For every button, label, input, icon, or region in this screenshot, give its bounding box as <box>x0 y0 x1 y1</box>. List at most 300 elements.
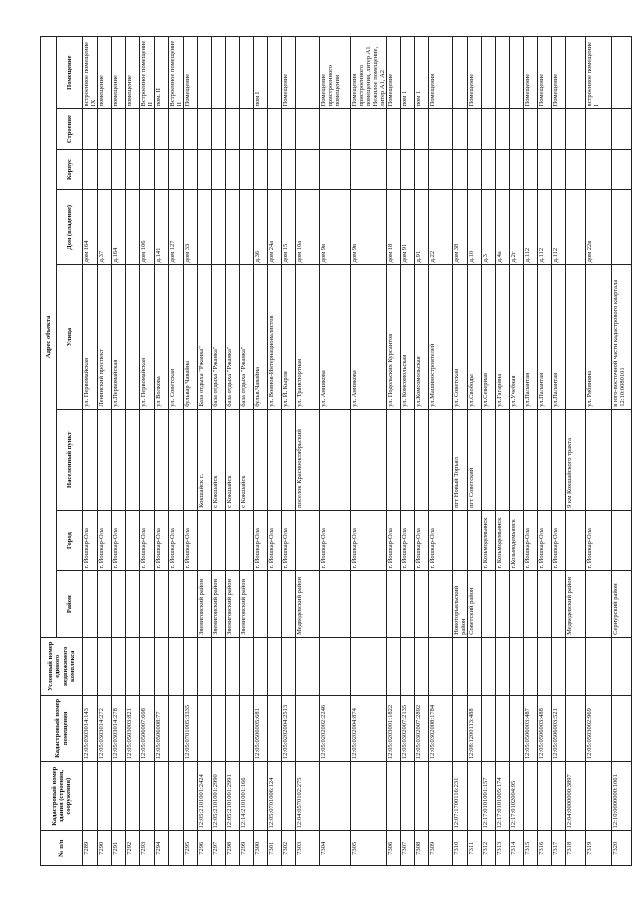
row-number-cell: 7312 <box>482 831 496 866</box>
stroenie-cell <box>453 109 468 149</box>
house-cell: дом 24а <box>268 190 282 265</box>
district-cell <box>83 571 98 637</box>
house-cell: дом 164 <box>83 190 98 265</box>
building-cadastral-number-cell <box>401 762 415 831</box>
city-cell <box>126 510 140 571</box>
pomeshenie-cell: Помещение <box>387 37 401 109</box>
stroenie-cell <box>538 109 552 149</box>
row-number-cell: 7293 <box>140 831 155 866</box>
city-cell <box>198 510 212 571</box>
district-cell: Звениговский район <box>212 571 226 637</box>
table-row <box>468 37 482 866</box>
district-cell <box>496 571 510 637</box>
building-cadastral-number-cell <box>112 762 126 831</box>
conditional-number-cell <box>184 637 198 695</box>
table-row <box>453 37 468 866</box>
settlement-cell <box>351 409 387 510</box>
district-cell <box>482 571 496 637</box>
korpus-cell <box>112 149 126 189</box>
row-number-cell: 7290 <box>98 831 112 866</box>
premises-cadastral-number-cell: 12:05:0202004:874 <box>351 695 387 761</box>
street-cell: ул.Первомайская <box>112 265 126 409</box>
building-cadastral-number-cell <box>320 762 351 831</box>
settlement-cell <box>387 409 401 510</box>
district-cell <box>184 571 198 637</box>
pomeshenie-cell: Встроенное помещение II <box>140 37 155 109</box>
table-row <box>538 37 552 866</box>
district-cell <box>429 571 453 637</box>
building-cadastral-number-cell <box>586 762 612 831</box>
city-cell: г. Йошкар-Ола <box>552 510 566 571</box>
pomeshenie-cell: Помещения <box>429 37 453 109</box>
premises-cadastral-number-cell <box>496 695 510 761</box>
premises-cadastral-number-cell <box>212 695 226 761</box>
building-cadastral-number-cell <box>524 762 538 831</box>
pomeshenie-cell: пом. II <box>155 37 169 109</box>
street-cell: Ленинский проспект <box>98 265 112 409</box>
row-number-cell: 7308 <box>415 831 429 866</box>
korpus-cell <box>226 149 240 189</box>
korpus-cell <box>552 149 566 189</box>
premises-cadastral-number-cell <box>453 695 468 761</box>
building-cadastral-number-cell <box>98 762 112 831</box>
table-row <box>98 37 112 866</box>
header-house: Дом (владение) <box>57 190 83 265</box>
korpus-cell <box>566 149 586 189</box>
table-row <box>226 37 240 866</box>
street-cell: в юго-восточной части кадастрового квартала 12:10:0080101 <box>612 265 632 409</box>
building-cadastral-number-cell: 12:10:0000000:1061 <box>612 762 632 831</box>
korpus-cell <box>296 149 320 189</box>
conditional-number-cell <box>524 637 538 695</box>
district-cell <box>351 571 387 637</box>
stroenie-cell <box>387 109 401 149</box>
pomeshenie-cell: помещение <box>126 37 140 109</box>
conditional-number-cell <box>226 637 240 695</box>
street-cell: бульвар Чавайна <box>184 265 198 409</box>
house-cell: д.91 <box>415 190 429 265</box>
street-cell: ул. Анникова <box>320 265 351 409</box>
settlement-cell <box>586 409 612 510</box>
conditional-number-cell <box>351 637 387 695</box>
building-cadastral-number-cell: 12:17:0101005:174 <box>496 762 510 831</box>
header-num: № п/п <box>41 831 83 866</box>
building-cadastral-number-cell: 12:04:0570102:275 <box>296 762 320 831</box>
building-cadastral-number-cell: 12:04:0000000:3897 <box>566 762 586 831</box>
settlement-cell: пгт Советский <box>468 409 482 510</box>
house-cell <box>126 190 140 265</box>
city-cell: г. Йошкар-Ола <box>415 510 429 571</box>
city-cell: г. Козьмодемьянск <box>482 510 496 571</box>
conditional-number-cell <box>126 637 140 695</box>
pomeshenie-cell: Помещения пристроенного помещения, литер А1 Нежилое помещение, литер А1, А2 <box>351 37 387 109</box>
house-cell: дом 18 <box>387 190 401 265</box>
city-cell: г. Йошкар-Ола <box>401 510 415 571</box>
row-number-cell: 7314 <box>510 831 524 866</box>
house-cell: дом 9в <box>320 190 351 265</box>
street-cell: ул. Советская <box>169 265 184 409</box>
row-number-cell <box>169 831 184 866</box>
table-row <box>155 37 169 866</box>
table-row <box>140 37 155 866</box>
street-cell: ул. Воинов-Интернационалистов <box>268 265 282 409</box>
table-row <box>282 37 296 866</box>
street-cell: База отдыха "Ржанка" <box>198 265 212 409</box>
building-cadastral-number-cell <box>155 762 169 831</box>
stroenie-cell <box>83 109 98 149</box>
premises-cadastral-number-cell: 12:05:0701005:3335 <box>184 695 198 761</box>
stroenie-cell <box>296 109 320 149</box>
house-cell <box>612 190 632 265</box>
pomeshenie-cell: Встроенное помещение II <box>169 37 184 109</box>
district-cell <box>538 571 552 637</box>
house-cell: д.2г <box>510 190 524 265</box>
house-cell: д.4а <box>496 190 510 265</box>
table-row <box>296 37 320 866</box>
city-cell <box>212 510 226 571</box>
row-number-cell: 7319 <box>586 831 612 866</box>
premises-cadastral-number-cell: 12:05:0503002:969 <box>586 695 612 761</box>
settlement-cell <box>524 409 538 510</box>
stroenie-cell <box>496 109 510 149</box>
table-row <box>566 37 586 866</box>
row-number-cell: 7289 <box>83 831 98 866</box>
house-cell: дом 22в <box>586 190 612 265</box>
row-number-cell: 7299 <box>240 831 254 866</box>
korpus-cell <box>429 149 453 189</box>
premises-cadastral-number-cell <box>510 695 524 761</box>
building-cadastral-number-cell: 12:17:0102004:95 <box>510 762 524 831</box>
city-cell: г. Йошкар-Ола <box>387 510 401 571</box>
stroenie-cell <box>226 109 240 149</box>
conditional-number-cell <box>212 637 226 695</box>
premises-cadastral-number-cell: 12:05:0506008:77 <box>155 695 169 761</box>
row-number-cell: 7295 <box>184 831 198 866</box>
row-number-cell: 7318 <box>566 831 586 866</box>
house-cell: д.37 <box>98 190 112 265</box>
header-city: Город <box>57 510 83 571</box>
conditional-number-cell <box>538 637 552 695</box>
settlement-cell <box>140 409 155 510</box>
district-cell <box>415 571 429 637</box>
settlement-cell <box>268 409 282 510</box>
house-cell <box>212 190 226 265</box>
street-cell: ул Волкова <box>155 265 169 409</box>
pomeshenie-cell: пом I <box>254 37 268 109</box>
street-cell <box>566 265 586 409</box>
building-cadastral-number-cell: 12:07:1700116:231 <box>453 762 468 831</box>
row-number-cell: 7315 <box>524 831 538 866</box>
conditional-number-cell <box>401 637 415 695</box>
pomeshenie-cell: помещение <box>98 37 112 109</box>
premises-cadastral-number-cell <box>169 695 184 761</box>
house-cell: дом 91 <box>401 190 415 265</box>
district-cell <box>552 571 566 637</box>
district-cell <box>320 571 351 637</box>
stroenie-cell <box>155 109 169 149</box>
korpus-cell <box>184 149 198 189</box>
conditional-number-cell <box>169 637 184 695</box>
korpus-cell <box>126 149 140 189</box>
premises-cadastral-number-cell <box>268 695 282 761</box>
building-cadastral-number-cell <box>254 762 268 831</box>
premises-cadastral-number-cell: 12:05:0203001:1822 <box>387 695 401 761</box>
table-row <box>212 37 226 866</box>
house-cell: д.10 <box>468 190 482 265</box>
korpus-cell <box>254 149 268 189</box>
row-number-cell: 7303 <box>296 831 320 866</box>
stroenie-cell <box>566 109 586 149</box>
conditional-number-cell <box>155 637 169 695</box>
premises-cadastral-number-cell: 12:05:0202004:2513 <box>282 695 296 761</box>
table-row <box>552 37 566 866</box>
premises-cadastral-number-cell: 12:05:0302007:2135 <box>401 695 415 761</box>
house-cell: дом 38 <box>453 190 468 265</box>
city-cell: г. Йошкар-Ола <box>98 510 112 571</box>
korpus-cell <box>155 149 169 189</box>
stroenie-cell <box>98 109 112 149</box>
pomeshenie-cell <box>268 37 282 109</box>
premises-cadastral-number-cell: 12:05:0506005:681 <box>254 695 268 761</box>
premises-cadastral-number-cell: 12:05:0506003:521 <box>552 695 566 761</box>
conditional-number-cell <box>282 637 296 695</box>
building-cadastral-number-cell <box>552 762 566 831</box>
korpus-cell <box>198 149 212 189</box>
pomeshenie-cell <box>566 37 586 109</box>
premises-cadastral-number-cell: 12:05:0503003:821 <box>126 695 140 761</box>
korpus-cell <box>415 149 429 189</box>
table-row <box>496 37 510 866</box>
row-number-cell: 7320 <box>612 831 632 866</box>
district-cell <box>140 571 155 637</box>
korpus-cell <box>240 149 254 189</box>
district-cell <box>524 571 538 637</box>
district-cell <box>282 571 296 637</box>
house-cell: дом 106 <box>140 190 155 265</box>
stroenie-cell <box>240 109 254 149</box>
table-row <box>524 37 538 866</box>
table-row <box>240 37 254 866</box>
district-cell: Сернурский район <box>612 571 632 637</box>
settlement-cell <box>98 409 112 510</box>
pomeshenie-cell: Помещение <box>524 37 538 109</box>
building-cadastral-number-cell: 12:05:2101001:2424 <box>198 762 212 831</box>
settlement-cell <box>415 409 429 510</box>
korpus-cell <box>482 149 496 189</box>
house-cell: д.3 <box>482 190 496 265</box>
city-cell: г. Йошкар-Ола <box>112 510 126 571</box>
city-cell: г. Йошкар-Ола <box>351 510 387 571</box>
premises-cadastral-number-cell <box>482 695 496 761</box>
street-cell: ул.Машиностроителей <box>429 265 453 409</box>
pomeshenie-cell: пом 1 <box>401 37 415 109</box>
header-settlement: Населенный пункт <box>57 409 83 510</box>
street-cell: ул.Палантая <box>552 265 566 409</box>
rotated-table-container <box>40 36 627 866</box>
conditional-number-cell <box>296 637 320 695</box>
building-cadastral-number-cell <box>538 762 552 831</box>
stroenie-cell <box>612 109 632 149</box>
korpus-cell <box>586 149 612 189</box>
street-cell: ул.Палантая <box>538 265 552 409</box>
premises-cadastral-number-cell <box>240 695 254 761</box>
settlement-cell: с Кокшайск <box>226 409 240 510</box>
table-row <box>351 37 387 866</box>
district-cell <box>387 571 401 637</box>
header-street: Улица <box>57 265 83 409</box>
street-cell: ул.Северная <box>482 265 496 409</box>
premises-cadastral-number-cell <box>198 695 212 761</box>
conditional-number-cell <box>254 637 268 695</box>
premises-cadastral-number-cell: 12:05:0303014:272 <box>98 695 112 761</box>
settlement-cell: Кокшайск с. <box>198 409 212 510</box>
house-cell: дом 9в <box>351 190 387 265</box>
house-cell: дом 15 <box>282 190 296 265</box>
settlement-cell <box>282 409 296 510</box>
settlement-cell <box>320 409 351 510</box>
settlement-cell <box>538 409 552 510</box>
header-address: Адрес объекта <box>41 37 57 638</box>
table-row <box>112 37 126 866</box>
city-cell: г. Йошкар-Ола <box>140 510 155 571</box>
korpus-cell <box>351 149 387 189</box>
district-cell <box>155 571 169 637</box>
settlement-cell <box>155 409 169 510</box>
stroenie-cell <box>586 109 612 149</box>
district-cell <box>401 571 415 637</box>
korpus-cell <box>320 149 351 189</box>
city-cell: г. Йошкар-Ола <box>524 510 538 571</box>
korpus-cell <box>453 149 468 189</box>
pomeshenie-cell: Помещение <box>184 37 198 109</box>
row-number-cell: 7313 <box>496 831 510 866</box>
district-cell <box>169 571 184 637</box>
settlement-cell: пгт Новый Торъял <box>453 409 468 510</box>
pomeshenie-cell: встроенное помещение I <box>586 37 612 109</box>
header-premises-cadastral: Кадастровый номер помещения <box>41 695 83 761</box>
stroenie-cell <box>198 109 212 149</box>
stroenie-cell <box>552 109 566 149</box>
pomeshenie-cell <box>453 37 468 109</box>
header-pomeshenie: Помещение <box>57 37 83 109</box>
stroenie-cell <box>184 109 198 149</box>
row-number-cell: 7291 <box>112 831 126 866</box>
city-cell <box>296 510 320 571</box>
settlement-cell <box>184 409 198 510</box>
premises-cadastral-number-cell <box>612 695 632 761</box>
row-number-cell: 7298 <box>226 831 240 866</box>
pomeshenie-cell <box>212 37 226 109</box>
pomeshenie-cell <box>496 37 510 109</box>
building-cadastral-number-cell <box>429 762 453 831</box>
conditional-number-cell <box>586 637 612 695</box>
settlement-cell <box>112 409 126 510</box>
premises-cadastral-number-cell <box>226 695 240 761</box>
premises-cadastral-number-cell: 12:05:0303014:278 <box>112 695 126 761</box>
street-cell: ул. Комсомольская <box>401 265 415 409</box>
pomeshenie-cell <box>296 37 320 109</box>
conditional-number-cell <box>98 637 112 695</box>
city-cell <box>226 510 240 571</box>
korpus-cell <box>169 149 184 189</box>
building-cadastral-number-cell <box>468 762 482 831</box>
row-number-cell: 7311 <box>468 831 482 866</box>
stroenie-cell <box>126 109 140 149</box>
conditional-number-cell <box>415 637 429 695</box>
settlement-cell <box>169 409 184 510</box>
pomeshenie-cell: Помещение <box>282 37 296 109</box>
premises-cadastral-number-cell: 12:05:0202002:2246 <box>320 695 351 761</box>
district-cell <box>112 571 126 637</box>
pomeshenie-cell <box>612 37 632 109</box>
row-number-cell: 7301 <box>268 831 282 866</box>
premises-cadastral-number-cell: 12:08:1200113:488 <box>468 695 482 761</box>
row-number-cell: 7304 <box>320 831 351 866</box>
korpus-cell <box>212 149 226 189</box>
street-cell: бульв.Чавайна <box>254 265 268 409</box>
conditional-number-cell <box>482 637 496 695</box>
korpus-cell <box>468 149 482 189</box>
building-cadastral-number-cell: 12:14:2101001:166 <box>240 762 254 831</box>
table-row <box>429 37 453 866</box>
house-cell: д.112 <box>524 190 538 265</box>
street-cell: ул. Й. Кырля <box>282 265 296 409</box>
city-cell: г. Йошкар-Ола <box>254 510 268 571</box>
district-cell <box>254 571 268 637</box>
table-row <box>184 37 198 866</box>
pomeshenie-cell: Помещение <box>552 37 566 109</box>
house-cell: дом 10а <box>296 190 320 265</box>
row-number-cell: 7292 <box>126 831 140 866</box>
house-cell <box>198 190 212 265</box>
settlement-cell <box>612 409 632 510</box>
building-cadastral-number-cell: 12:05:2101001:2991 <box>226 762 240 831</box>
korpus-cell <box>612 149 632 189</box>
conditional-number-cell <box>468 637 482 695</box>
city-cell: г. Йошкар-Ола <box>169 510 184 571</box>
street-cell: ул.Гагарина <box>496 265 510 409</box>
table-row <box>415 37 429 866</box>
district-cell <box>98 571 112 637</box>
korpus-cell <box>510 149 524 189</box>
conditional-number-cell <box>112 637 126 695</box>
conditional-number-cell <box>453 637 468 695</box>
district-cell <box>586 571 612 637</box>
settlement-cell <box>254 409 268 510</box>
street-cell: ул. Анникова <box>351 265 387 409</box>
street-cell: ул. Первомайская <box>83 265 98 409</box>
city-cell: г. Йошкар-Ола <box>429 510 453 571</box>
stroenie-cell <box>268 109 282 149</box>
korpus-cell <box>140 149 155 189</box>
row-number-cell: 7307 <box>401 831 415 866</box>
stroenie-cell <box>524 109 538 149</box>
stroenie-cell <box>254 109 268 149</box>
street-cell: ул.Учебная <box>510 265 524 409</box>
settlement-cell: 9 км Кокшайского тракта <box>566 409 586 510</box>
row-number-cell: 7296 <box>198 831 212 866</box>
pomeshenie-cell: пом 1 <box>415 37 429 109</box>
row-number-cell: 7305 <box>351 831 387 866</box>
district-cell <box>126 571 140 637</box>
building-cadastral-number-cell <box>282 762 296 831</box>
pomeshenie-cell <box>198 37 212 109</box>
premises-cadastral-number-cell: 12:05:0506007:608 <box>140 695 155 761</box>
conditional-number-cell <box>566 637 586 695</box>
pomeshenie-cell: Помещение пристроенного помещения <box>320 37 351 109</box>
city-cell: г. Йошкар-Ола <box>538 510 552 571</box>
settlement-cell <box>510 409 524 510</box>
